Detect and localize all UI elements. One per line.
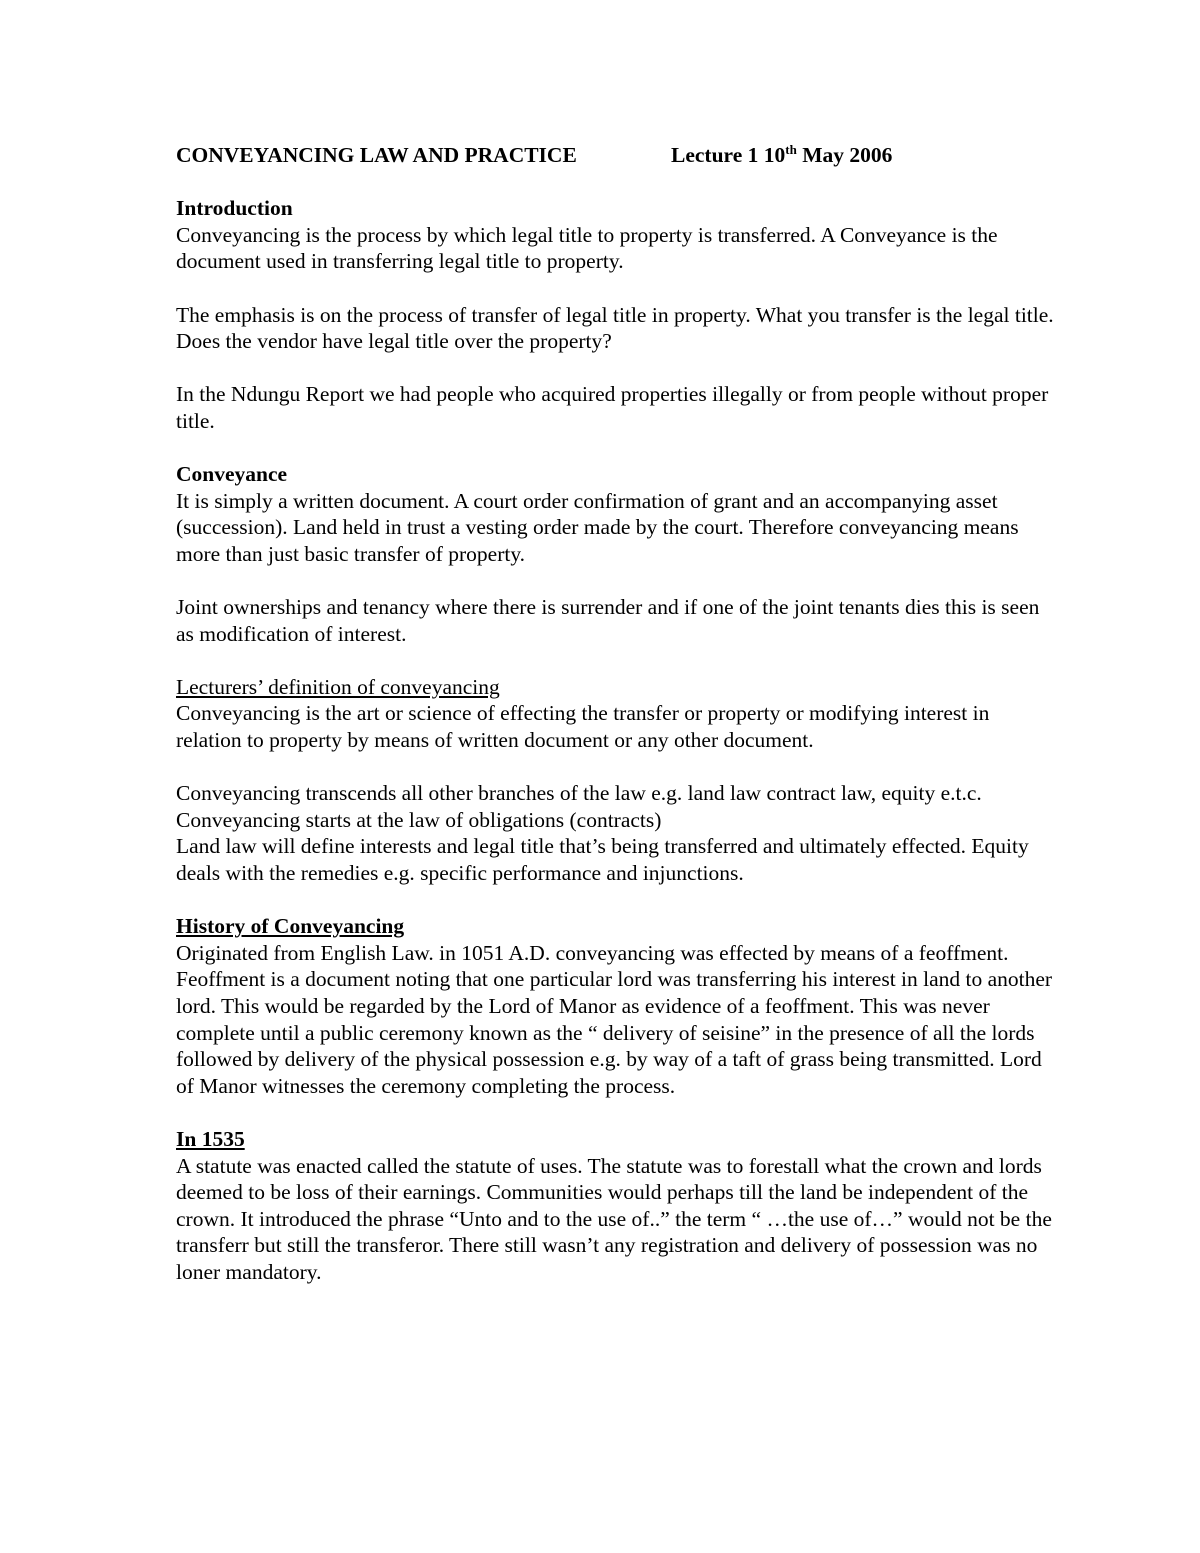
document-page [176,142,1056,1286]
spacer [176,568,1056,595]
lecture-label: Lecture 1 10 [671,143,786,167]
paragraph: Conveyancing is the art or science of effecting the transfer or property or modifying interest in relation to property by means of written document or any other document. [176,701,990,753]
paragraph: Does the vendor have legal title over the property? [176,329,612,354]
date-ordinal-suffix: th [785,141,797,157]
section-heading-history: History of Conveyancing [176,914,405,939]
spacer [176,275,1056,302]
paragraph: Conveyancing transcends all other branches of the law e.g. land law contract law, equity e.t.c. [176,781,982,806]
course-title: CONVEYANCING LAW AND PRACTICE [176,143,577,167]
paragraph: The emphasis is on the process of transfer of legal title in property. What you transfer is the legal title. [176,302,1054,327]
section-heading-conveyance: Conveyance [176,462,288,487]
section-heading-1535: In 1535 [176,1126,245,1151]
paragraph: Joint ownerships and tenancy where there is surrender and if one of the joint tenants dies this is seen as modification of interest. [176,595,1040,646]
document-header [176,142,1056,169]
spacer [176,355,1056,382]
lecture-date: May 2006 [796,143,893,167]
spacer [176,435,1056,462]
paragraph: It is simply a written document. A court order confirmation of grant and an accompanying asset (succession). Land held in trust a vesting order made by the court. Therefore conveyancing means more than just basic transfer of property. [176,488,1019,566]
paragraph: In the Ndungu Report we had people who acquired properties illegally or from people without proper title. [176,382,1049,433]
spacer [176,1099,1056,1126]
spacer [176,887,1056,914]
paragraph: Originated from English Law. in 1051 A.D. conveyancing was effected by means of a feoffment. Feoffment is a document noting that one particular lord was transferring his interest in land to another lord. This would be regarded by the Lord of Manor as evidence of a feoffment. This was never complete until a public ceremony known as the “ delivery of seisine” in the presence of all the lords followed by delivery of the physical possession e.g. by way of a taft of grass being transmitted. Lord of Manor witnesses the ceremony completing the process. [176,940,1053,1098]
section-heading-definition: Lecturers’ definition of conveyancing [176,674,500,699]
paragraph: Conveyancing is the process by which legal title to property is transferred. A Conveyance is the document used in transferring legal title to property. [176,222,998,274]
spacer [176,647,1056,674]
paragraph: Conveyancing starts at the law of obligations (contracts) [176,807,662,832]
spacer [176,169,1056,196]
section-heading-introduction: Introduction [176,196,293,221]
spacer [176,754,1056,781]
paragraph: Land law will define interests and legal title that’s being transferred and ultimately effected. Equity deals with the remedies e.g. specific performance and injunctions. [176,834,1029,886]
paragraph: A statute was enacted called the statute of uses. The statute was to forestall what the crown and lords deemed to be loss of their earnings. Communities would perhaps till the land be independent of the crown. It introduced the phrase “Unto and to the use of..” the term “ …the use of…” would not be the transferr but still the transferor. There still wasn’t any registration and delivery of possession was no loner mandatory. [176,1153,1052,1284]
